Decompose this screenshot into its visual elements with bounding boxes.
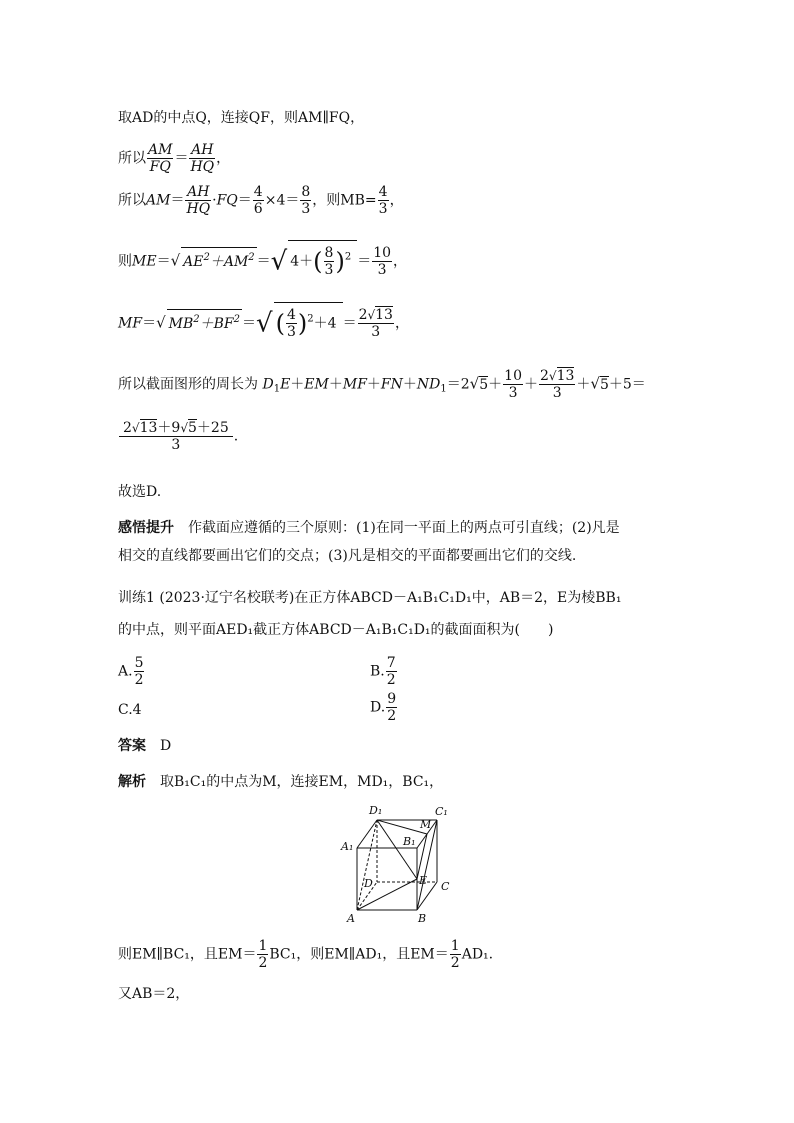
answer-label: 答案 — [118, 738, 146, 754]
label-b: B — [418, 912, 427, 925]
label-m: M — [420, 818, 432, 831]
fraction-2sqrt13-3: $\frac{2√13}{3}$ — [358, 307, 393, 340]
fraction-10-3: $\frac{10}{3}$ — [373, 245, 392, 278]
label-d1: D₁ — [369, 804, 383, 817]
exercise-line-1 — [118, 588, 621, 608]
text-line-6: 所以截面图形的周长为 $D_1E+EM+MF+FN+ND_1=2√5+$ $\frac{10}{3}$ ＋ $\frac{2√13}{3}$ ＋√5＋5＝ — [118, 368, 646, 401]
exercise-line-2 — [118, 620, 553, 640]
text-line-2: 所以 $\frac{AM}{FQ}$ ＝ $\frac{AH}{HQ}$ ， — [118, 142, 231, 175]
answer-value: D — [160, 738, 172, 754]
label-c: C — [441, 880, 450, 893]
option-b: B. $\frac{7}{2}$ — [370, 655, 396, 688]
cube-figure — [335, 798, 465, 928]
analysis-text: 取B₁C₁的中点为M，连接EM，MD₁，BC₁， — [160, 774, 444, 790]
insight-text-1: 作截面应遵循的三个原则：(1)在同一平面上的两点可引直线；(2)凡是 — [188, 520, 620, 536]
exercise-text-2: 的中点，则平面AED₁截正方体ABCD－A₁B₁C₁D₁的截面面积为( ) — [118, 622, 554, 638]
after-figure-line: 则EM∥BC₁，且EM＝ $\frac{1}{2}$ BC₁，则EM∥AD₁，且EM＝ $\frac{1}{2}$ AD₁. — [118, 938, 494, 971]
after-fig-text-2: BC₁，则EM∥AD₁，且EM＝ — [269, 946, 449, 963]
line-1-text: 取AD的中点Q，连接QF，则AM∥FQ， — [118, 110, 365, 126]
label-a: A — [347, 912, 355, 925]
fraction-ah-hq: $\frac{AH}{HQ}$ — [190, 142, 215, 175]
label-d: D — [364, 877, 373, 890]
insight-text-2: 相交的直线都要画出它们的交点；(3)凡是相交的平面都要画出它们的交线. — [118, 548, 577, 564]
option-b-label: B. — [370, 663, 385, 680]
conclusion-text: 故选D. — [118, 484, 162, 500]
text-line-4: 则ME＝√ $AE^2+AM^2$ ＝√ 4＋( $\frac{8}{3}$ )$^2$ ＝ $\frac{10}{3}$ ， — [118, 240, 407, 278]
label-b1: B₁ — [403, 835, 416, 848]
option-c — [118, 700, 142, 720]
last-line — [118, 984, 189, 1004]
fraction-result: $\frac{2√13+9√5+25}{3}$ — [119, 420, 233, 453]
label-a1: A₁ — [341, 840, 354, 853]
text-line-5: MF＝√ $MB^2+BF^2$ ＝√ ( $\frac{4}{3}$ )$^2$＋4 ＝ $\frac{2√13}{3}$ ， — [118, 302, 409, 340]
insight-line-2 — [118, 546, 576, 566]
line-3-prefix: 所以 — [118, 192, 146, 209]
line-4-prefix: 则 — [118, 253, 132, 270]
fraction-4-6: $\frac{4}{6}$ — [253, 184, 263, 217]
line-3-tail: 则MB= — [326, 192, 377, 209]
after-fig-text-3: AD₁. — [461, 946, 494, 963]
exercise-text-1: 训练1 (2023·辽宁名校联考)在正方体ABCD－A₁B₁C₁D₁中，AB＝2，E为棱BB₁ — [118, 590, 622, 606]
fraction-8-3: $\frac{8}{3}$ — [301, 184, 311, 217]
line-2-prefix: 所以 — [118, 150, 146, 167]
text-line-3: 所以AM＝ $\frac{AH}{HQ}$ ·FQ＝ $\frac{4}{6}$ ×4＝ $\frac{8}{3}$ ，则MB= $\frac{4}{3}$ ， — [118, 184, 404, 217]
answer-line — [118, 736, 171, 756]
analysis-line — [118, 772, 443, 792]
insight-line-1 — [118, 518, 620, 538]
insight-label: 感悟提升 — [118, 520, 174, 536]
label-c1: C₁ — [435, 805, 448, 818]
fraction-4-3: $\frac{4}{3}$ — [378, 184, 388, 217]
conclusion-line — [118, 482, 161, 502]
label-e: E — [419, 874, 428, 887]
option-d-label: D. — [370, 699, 386, 716]
option-c-label: C.4 — [118, 702, 142, 718]
after-fig-text-1: 则EM∥BC₁，且EM＝ — [118, 946, 257, 963]
fraction-am-fq: $\frac{AM}{FQ}$ — [148, 142, 173, 175]
fraction-ah-hq-2: $\frac{AH}{HQ}$ — [186, 184, 211, 217]
option-a-label: A. — [118, 663, 133, 680]
option-a: A. $\frac{5}{2}$ — [118, 655, 144, 688]
last-text: 又AB＝2， — [118, 986, 190, 1002]
text-line-1 — [118, 108, 364, 128]
text-line-7: $\frac{2√13+9√5+25}{3}$ . — [118, 420, 238, 453]
option-d: D. $\frac{9}{2}$ — [370, 691, 397, 724]
analysis-label: 解析 — [118, 774, 146, 790]
